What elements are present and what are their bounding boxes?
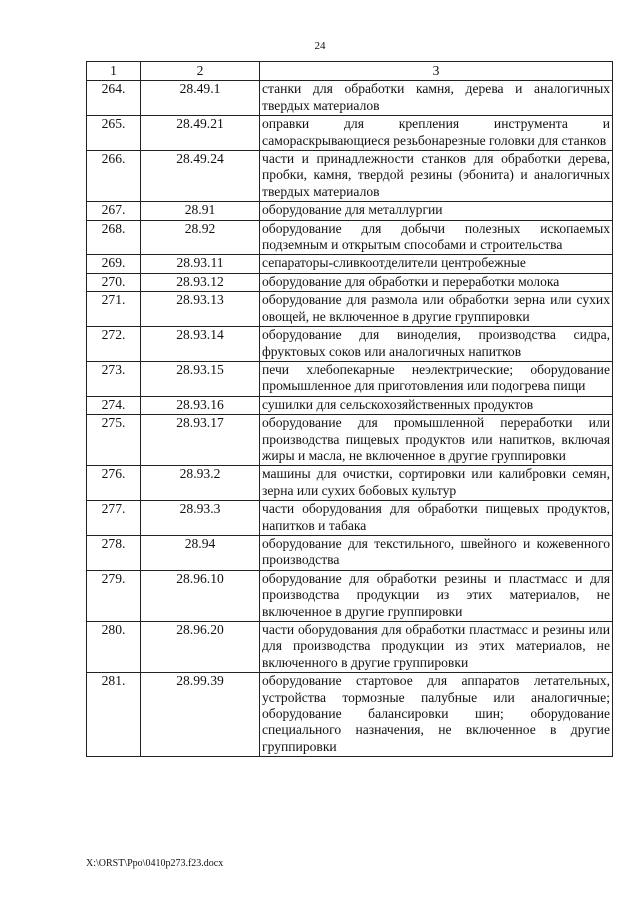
row-code-cell: 28.93.16 — [141, 396, 260, 414]
row-number-cell: 277. — [87, 501, 141, 536]
table-row — [87, 116, 613, 151]
table-row — [87, 151, 613, 202]
row-number-cell: 267. — [87, 202, 141, 220]
table-row — [87, 466, 613, 501]
row-description-cell: части и принадлежности станков для обработки дерева, пробки, камня, твердой резины (эбонита) и аналогичных твердых материалов — [260, 151, 613, 202]
row-description-cell: станки для обработки камня, дерева и аналогичных твердых материалов — [260, 81, 613, 116]
table-row — [87, 273, 613, 291]
row-description-cell: оборудование для промышленной переработки или производства пищевых продуктов или напитков, включая жиры и масла, не включенное в другие группировки — [260, 415, 613, 466]
row-number-cell: 280. — [87, 622, 141, 673]
row-number-cell: 270. — [87, 273, 141, 291]
row-number-cell: 269. — [87, 255, 141, 273]
table-row — [87, 622, 613, 673]
row-code-cell: 28.91 — [141, 202, 260, 220]
row-description-cell: оборудование для металлургии — [260, 202, 613, 220]
table-row — [87, 361, 613, 396]
row-code-cell: 28.93.14 — [141, 327, 260, 362]
row-code-cell: 28.92 — [141, 220, 260, 255]
row-description-cell: сушилки для сельскохозяйственных продуктов — [260, 396, 613, 414]
row-number-cell: 275. — [87, 415, 141, 466]
row-number-cell: 281. — [87, 673, 141, 757]
table-row — [87, 415, 613, 466]
row-number-cell: 264. — [87, 81, 141, 116]
table-row — [87, 81, 613, 116]
table-row — [87, 570, 613, 621]
row-description-cell: оборудование для добычи полезных ископаемых подземным и открытым способами и строительства — [260, 220, 613, 255]
row-description-cell: оборудование для обработки резины и пластмасс и для производства продукции из этих материалов, не включенное в другие группировки — [260, 570, 613, 621]
row-description-cell: оборудование для обработки и переработки молока — [260, 273, 613, 291]
row-code-cell: 28.93.15 — [141, 361, 260, 396]
row-code-cell: 28.93.11 — [141, 255, 260, 273]
row-code-cell: 28.49.24 — [141, 151, 260, 202]
column-header-code: 2 — [141, 62, 260, 81]
row-number-cell: 272. — [87, 327, 141, 362]
table-row — [87, 327, 613, 362]
row-code-cell: 28.96.10 — [141, 570, 260, 621]
row-description-cell: части оборудования для обработки пластмасс и резины или для производства продукции из этих материалов, не включенного в другие группировки — [260, 622, 613, 673]
classification-table — [86, 61, 613, 757]
row-description-cell: оборудование стартовое для аппаратов летательных, устройства тормозные палубные или аналогичные; оборудование балансировки шин; оборудование специального назначения, не включенное в другие группировки — [260, 673, 613, 757]
page-number: 24 — [314, 40, 326, 52]
row-description-cell: части оборудования для обработки пищевых продуктов, напитков и табака — [260, 501, 613, 536]
row-description-cell: оправки для крепления инструмента и самораскрывающиеся резьбонарезные головки для станков — [260, 116, 613, 151]
row-code-cell: 28.93.13 — [141, 292, 260, 327]
column-header-description: 3 — [260, 62, 613, 81]
table-row — [87, 535, 613, 570]
row-code-cell: 28.49.1 — [141, 81, 260, 116]
row-description-cell: машины для очистки, сортировки или калибровки семян, зерна или сухих бобовых культур — [260, 466, 613, 501]
row-number-cell: 265. — [87, 116, 141, 151]
row-code-cell: 28.93.3 — [141, 501, 260, 536]
column-header-number: 1 — [87, 62, 141, 81]
row-description-cell: оборудование для размола или обработки зерна или сухих овощей, не включенное в другие группировки — [260, 292, 613, 327]
row-code-cell: 28.93.17 — [141, 415, 260, 466]
row-code-cell: 28.99.39 — [141, 673, 260, 757]
row-code-cell: 28.93.12 — [141, 273, 260, 291]
row-code-cell: 28.94 — [141, 535, 260, 570]
row-number-cell: 266. — [87, 151, 141, 202]
table-row — [87, 673, 613, 757]
table-row — [87, 292, 613, 327]
row-code-cell: 28.96.20 — [141, 622, 260, 673]
table-header-row — [87, 62, 613, 81]
row-number-cell: 279. — [87, 570, 141, 621]
table-row — [87, 202, 613, 220]
row-description-cell: сепараторы-сливкоотделители центробежные — [260, 255, 613, 273]
table-row — [87, 220, 613, 255]
row-description-cell: печи хлебопекарные неэлектрические; оборудование промышленное для приготовления или подогрева пищи — [260, 361, 613, 396]
row-number-cell: 273. — [87, 361, 141, 396]
row-code-cell: 28.93.2 — [141, 466, 260, 501]
row-description-cell: оборудование для виноделия, производства сидра, фруктовых соков или аналогичных напитков — [260, 327, 613, 362]
row-number-cell: 274. — [87, 396, 141, 414]
row-number-cell: 268. — [87, 220, 141, 255]
row-number-cell: 271. — [87, 292, 141, 327]
table-row — [87, 255, 613, 273]
table-row — [87, 396, 613, 414]
row-number-cell: 278. — [87, 535, 141, 570]
table-body — [87, 81, 613, 757]
row-code-cell: 28.49.21 — [141, 116, 260, 151]
row-number-cell: 276. — [87, 466, 141, 501]
row-description-cell: оборудование для текстильного, швейного и кожевенного производства — [260, 535, 613, 570]
table-row — [87, 501, 613, 536]
footer-file-path: X:\ORST\Ppo\0410p273.f23.docx — [86, 858, 224, 869]
